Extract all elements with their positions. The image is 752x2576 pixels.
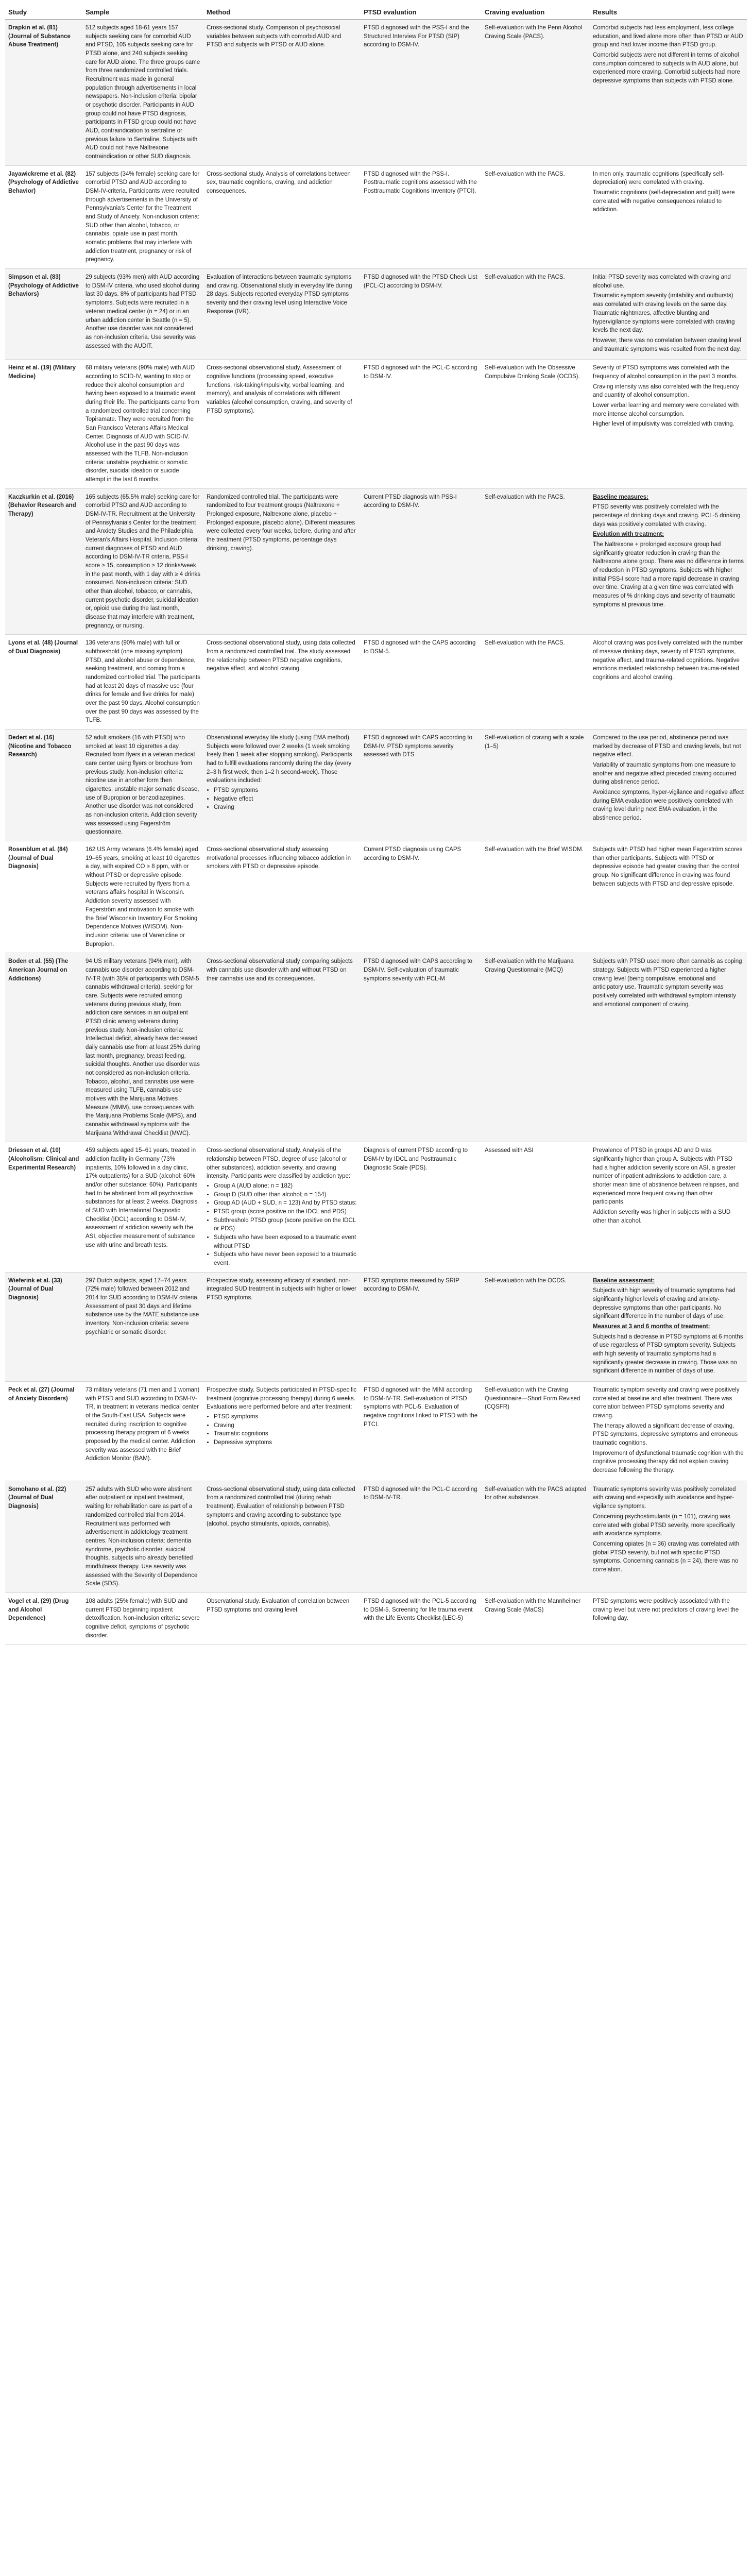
- method-cell: [203, 1142, 361, 1272]
- results-paragraph: Craving intensity was also correlated with the frequency and quantity of alcohol consumption.: [593, 383, 739, 399]
- results-paragraph: Traumatic symptom severity and craving were positively correlated at baseline and after treatment. There was correlation between PTSD symptoms severity and craving.: [593, 1387, 740, 1419]
- study-cell: Wieferink et al. (33) (Journal of Dual Diagnosis): [5, 1272, 82, 1381]
- results-cell: [590, 1272, 747, 1381]
- header-ptsd-evaluation: PTSD evaluation: [361, 5, 482, 20]
- results-cell: [590, 1481, 747, 1592]
- results-paragraph: Lower verbal learning and memory were correlated with more intense alcohol consumption.: [593, 402, 739, 417]
- results-cell: [590, 730, 747, 841]
- study-cell: Kaczkurkin et al. (2016) (Behavior Research and Therapy): [5, 488, 82, 635]
- results-paragraph: PTSD symptoms were positively associated with the craving level but were not predictors of craving level the following day.: [593, 1598, 739, 1622]
- results-cell: [590, 635, 747, 730]
- method-point: • Craving: [214, 803, 357, 812]
- method-point: • Craving: [214, 1421, 357, 1430]
- craving-evaluation-cell: Self-evaluation with the Craving Questionnaire—Short Form Revised (CQSFR): [482, 1382, 590, 1481]
- results-subheading: Evolution with treatment:: [593, 531, 664, 538]
- ptsd-evaluation-cell: Current PTSD diagnosis with PSS-I according to DSM-IV.: [361, 488, 482, 635]
- study-cell: Heinz et al. (19) (Military Medicine): [5, 360, 82, 488]
- table-row: [5, 841, 747, 953]
- results-paragraph: In men only, traumatic cognitions (specifically self-depreciation) were correlated with craving.: [593, 171, 724, 186]
- header-method: Method: [203, 5, 361, 20]
- study-cell: Jayawickreme et al. (82) (Psychology of Addictive Behavior): [5, 165, 82, 268]
- results-paragraph: Compared to the use period, abstinence period was marked by decrease of PTSD and craving levels, but not negative effect.: [593, 735, 741, 758]
- method-cell: [203, 1272, 361, 1381]
- sample-cell: 162 US Army veterans (6.4% female) aged 19–65 years, smoking at least 10 cigarettes a day, with expired CO ≥ 8 ppm, with or without PTSD or depressive episode. Subjects were recruited by flyers from a veterans affairs hospital in Wisconsin. Addiction severity assessed with Fagerström and motivation to smoke with the Brief Wisconsin Inventory For Smoking Dependence Motives (WISDM). Non-inclusion criteria: use of Varenicline or Bupropion.: [82, 841, 203, 953]
- sample-cell: 52 adult smokers (16 with PTSD) who smoked at least 10 cigarettes a day. Recruited from flyers in a veteran medical care center using flyers or brochure from previous study. Non-inclusion criteria: nicotine use in another form then cigarettes, unstable major somatic disease, use of Bupropion or benzodiazepines. Another use disorder was not considered as non-inclusion criteria. Addiction severity was assessed using Fagerström questionnaire.: [82, 730, 203, 841]
- header-row: [5, 5, 747, 20]
- ptsd-evaluation-cell: PTSD diagnosed with the MINI according to DSM-IV-TR. Self-evaluation of PTSD symptoms with PCL-5. Evaluation of negative cognitions linked to PTSD with the PTCI.: [361, 1382, 482, 1481]
- sample-cell: 459 subjects aged 15–61 years, treated in addiction facility in Germany (73% inpatients, 10% followed in a day clinic, 17% outpatients) for a SUD (alcohol: 60% and/or other substance: 60%). Participants had to be abstinent from all psychoactive substances for at least 2 weeks. Diagnosis of SUD with International Diagnostic Checklist (IDCL) according to DSM-IV, assessment of addiction severity with the ASI, objective measurement of substance use with urine and breath tests.: [82, 1142, 203, 1272]
- craving-evaluation-cell: Self-evaluation with the Brief WISDM.: [482, 841, 590, 953]
- craving-evaluation-cell: Self-evaluation with the PACS.: [482, 269, 590, 360]
- table-row: [5, 1481, 747, 1592]
- results-paragraph: Traumatic symptom severity (irritability and outbursts) was correlated with craving levels on the same day. Traumatic nightmares, affective blunting and hypervigilance symptoms were correlated with craving levels the next day.: [593, 293, 735, 334]
- method-text: Randomized controlled trial. The participants were randomized to four treatment groups (Naltrexone + Prolonged exposure, Naltrexone alone, placebo + Prolonged exposure, placebo alone). Different measures were collected every four weeks, before, during and after the treatment (PTSD symptoms, percentage days drinking, craving).: [207, 494, 356, 552]
- method-text: Prospective study. Subjects participated in PTSD-specific treatment (cognitive processing therapy) during 6 weeks. Evaluations were performed before and after treatment:: [207, 1387, 357, 1411]
- results-cell: [590, 841, 747, 953]
- study-cell: Boden et al. (55) (The American Journal on Addictions): [5, 953, 82, 1142]
- sample-cell: 29 subjects (93% men) with AUD according to DSM-IV criteria, who used alcohol during last 30 days. 8% of participants had PTSD symptoms. Subjects were recruited in a veteran medical center (n = 24) or in an urban addiction center in Seattle (n = 5). Another use disorder was not considered as non-inclusion criteria. Use severity was assessed with the AUDIT.: [82, 269, 203, 360]
- results-cell: [590, 488, 747, 635]
- study-cell: Dedert et al. (16) (Nicotine and Tobacco Research): [5, 730, 82, 841]
- results-cell: [590, 360, 747, 488]
- results-paragraph: Subjects with PTSD had higher mean Fagerström scores than other participants. Subjects with PTSD or depressive episode had greater craving than the control group. No significant difference in craving was found between subjects with PTSD and depressive episode.: [593, 846, 743, 887]
- header-craving-evaluation: Craving evaluation: [482, 5, 590, 20]
- method-point: • PTSD group (score positive on the IDCL and PDS): [214, 1208, 357, 1216]
- craving-evaluation-cell: Self-evaluation with the Obsessive Compulsive Drinking Scale (OCDS).: [482, 360, 590, 488]
- results-cell: [590, 165, 747, 268]
- table-row: [5, 1272, 747, 1381]
- table-row: [5, 20, 747, 166]
- sample-cell: 257 adults with SUD who were abstinent after outpatient or inpatient treatment, waiting for rehabilitation care as part of a randomized controlled trial from 2014. Recruitment was performed with advertisement in addictology treatment centres. Non-inclusion criteria: dementia syndrome, psychotic disorder, suicidal thoughts, subjects who already benefited mindfulness therapy. Use severity was assessed with the Severity of Dependence Scale (SDS).: [82, 1481, 203, 1592]
- table-row: [5, 953, 747, 1142]
- results-paragraph: Traumatic cognitions (self-depreciation and guilt) were correlated with negative consequences related to addiction.: [593, 190, 735, 213]
- sample-cell: 512 subjects aged 18-61 years 157 subjects seeking care for comorbid AUD and PTSD, 105 subjects seeking care for PTSD alone, and 240 subjects seeking care for AUD alone. The three groups came from three randomized controlled trials. Recruitment was made in general population through advertisements in local newspapers. Non-inclusion criteria: bipolar or psychotic disorder. Participants in AUD group could not have PTSD diagnosis, participants in PTSD group could not have AUD, contraindication to sertraline or previous failure to Sertraline. Subjects with AUD could not have Naltrexone contraindication or other SUD diagnosis.: [82, 20, 203, 166]
- results-paragraph: Improvement of dysfunctional traumatic cognition with the cognitive processing therapy did not explain craving decrease following the therapy.: [593, 1450, 744, 1474]
- results-cell: [590, 1382, 747, 1481]
- method-text: Evaluation of interactions between traumatic symptoms and craving. Observational study in everyday life during 28 days. Subjects reported everyday PTSD symptoms severity and their craving level using Interactive Voice Response (IVR).: [207, 274, 352, 315]
- method-cell: [203, 953, 361, 1142]
- sample-cell: 165 subjects (65.5% male) seeking care for comorbid PTSD and AUD according to DSM-IV-TR. Recruitment at the University of Pennsylvania's Center for the treatment and Anxiety Studies and the Philadelphia Veteran's Affairs Hospital. Inclusion criteria: current diagnoses of PTSD and AUD according to DSM-IV-TR criteria, PSS-I score ≥ 15, consumption ≥ 12 drinks/week in the past month, with 1 day with ≥ 4 drinks consumed. Non-inclusion criteria: SUD other than alcohol, tobacco, or cannabis, current psychotic disorder, suicidal ideation or, opioid use during the last month, disease that may interfere with treatment, pregnancy, or nursing.: [82, 488, 203, 635]
- method-cell: [203, 635, 361, 730]
- method-points-list: [207, 786, 357, 812]
- method-cell: [203, 841, 361, 953]
- craving-evaluation-cell: Self-evaluation with the Marijuana Craving Questionnaire (MCQ): [482, 953, 590, 1142]
- header-study: Study: [5, 5, 82, 20]
- table-row: [5, 635, 747, 730]
- results-paragraph: Traumatic symptoms severity was positively correlated with craving and especially with avoidance and hyper-vigilance symptoms.: [593, 1486, 736, 1510]
- ptsd-evaluation-cell: PTSD diagnosed with CAPS according to DSM-IV. Self-evaluation of traumatic symptoms severity with PCL-M: [361, 953, 482, 1142]
- table-row: [5, 1592, 747, 1644]
- table-row: [5, 269, 747, 360]
- sample-cell: 73 military veterans (71 men and 1 woman) with PTSD and SUD according to DSM-IV-TR, in treatment in veterans medical center of the South-East USA. Subjects were recruited during inscription to cognitive processing therapy program of 6 weeks proposed by the medical center. Addiction severity was assessed with the Brief Addiction Monitor (BAM).: [82, 1382, 203, 1481]
- results-paragraph: Alcohol craving was positively correlated with the number of massive drinking days, severity of PTSD symptoms, negative affect, and trauma-related cognitions. Negative emotions mediated relationship between trauma-related cognitions and alcohol craving.: [593, 640, 743, 681]
- results-paragraph: Subjects with PTSD used more often cannabis as coping strategy. Subjects with PTSD experienced a higher craving level (being compulsive, emotional and anticipatory use. Traumatic symptom severity was positively correlated with withdrawal symptom intensity and emotional component of craving.: [593, 958, 742, 1008]
- study-cell: Peck et al. (27) (Journal of Anxiety Disorders): [5, 1382, 82, 1481]
- results-paragraph: The therapy allowed a significant decrease of craving, PTSD symptoms, depressive symptoms and erroneous traumatic cognitions.: [593, 1422, 738, 1447]
- ptsd-evaluation-cell: PTSD diagnosed with CAPS according to DSM-IV. PTSD symptoms severity assessed with DTS: [361, 730, 482, 841]
- method-point: • Negative effect: [214, 795, 357, 804]
- method-point: • Group A (AUD alone; n = 182): [214, 1182, 357, 1191]
- study-cell: Driessen et al. (10) (Alcoholism: Clinical and Experimental Research): [5, 1142, 82, 1272]
- method-cell: [203, 1481, 361, 1592]
- results-paragraph: Comorbid subjects had less employment, less college education, and lived alone more often than PTSD or AUD group and had lower income than PTSD group.: [593, 25, 743, 48]
- sample-cell: 108 adults (25% female) with SUD and current PTSD beginning inpatient detoxification. Non-inclusion criteria: severe cognitive deficit, symptoms of psychotic disorder.: [82, 1592, 203, 1644]
- method-point: • Subjects who have been exposed to a traumatic event without PTSD: [214, 1233, 357, 1250]
- method-point: • Traumatic cognitions: [214, 1430, 357, 1438]
- craving-evaluation-cell: Self-evaluation with the Penn Alcohol Craving Scale (PACS).: [482, 20, 590, 166]
- results-paragraph: PTSD severity was positively correlated with the percentage of drinking days and craving. PCL-5 drinking days was positively correlated with craving.: [593, 504, 741, 528]
- ptsd-evaluation-cell: PTSD symptoms measured by SRIP according to DSM-IV.: [361, 1272, 482, 1381]
- table-row: [5, 360, 747, 488]
- table-header: [5, 5, 747, 20]
- method-text: Cross-sectional observational study, using data collected from a randomized controlled trial. The study assessed the relationship between PTSD negative cognitions, negative affect, and alcohol craving.: [207, 640, 355, 672]
- studies-table: [5, 5, 747, 1645]
- results-paragraph: Subjects with high severity of traumatic symptoms had significantly higher levels of craving and anxiety-depressive symptoms than other participants. No significant difference in the number of days of use.: [593, 1287, 736, 1320]
- method-point: • PTSD symptoms: [214, 786, 357, 795]
- results-paragraph: Comorbid subjects were not different in terms of alcohol consumption compared to subjects with AUD alone, but experienced more craving. Comorbid subjects had more depressive symptoms than subjects with PTSD alone.: [593, 52, 740, 84]
- method-text: Cross-sectional study. Comparison of psychosocial variables between subjects with comorbid AUD and PTSD and subjects with PTSD or AUD alone.: [207, 25, 341, 48]
- sample-cell: 136 veterans (90% male) with full or subthreshold (one missing symptom) PTSD, and alcohol abuse or dependence, seeking treatment, and coming from a randomized controlled trial. The participants had at least 20 days of massive use (four drinks for female and five drinks for male) over the past 90 days. Alcohol consumption over the past 90 days was assessed by the TLFB.: [82, 635, 203, 730]
- method-point: • Subthreshold PTSD group (score positive on the IDCL or PDS): [214, 1216, 357, 1233]
- results-paragraph: Subjects had a decrease in PTSD symptoms at 6 months of use regardless of PTSD symptom severity. Subjects with high severity of traumatic symptoms had a significantly greater decrease in craving. Those was no significant difference in number of days of use.: [593, 1333, 743, 1375]
- results-cell: [590, 1592, 747, 1644]
- method-cell: [203, 360, 361, 488]
- study-cell: Rosenblum et al. (84) (Journal of Dual Diagnosis): [5, 841, 82, 953]
- method-cell: [203, 20, 361, 166]
- table-body: [5, 20, 747, 1645]
- craving-evaluation-cell: Self-evaluation of craving with a scale (1–5): [482, 730, 590, 841]
- method-point: • Depressive symptoms: [214, 1438, 357, 1447]
- header-sample: Sample: [82, 5, 203, 20]
- method-cell: [203, 269, 361, 360]
- craving-evaluation-cell: Self-evaluation with the PACS.: [482, 635, 590, 730]
- header-results: Results: [590, 5, 747, 20]
- results-subheading: Baseline assessment:: [593, 1277, 655, 1284]
- results-paragraph: Severity of PTSD symptoms was correlated with the frequency of alcohol consumption in the past 3 months.: [593, 365, 738, 380]
- results-paragraph: The Naltrexone + prolonged exposure group had significantly greater reduction in craving than the Naltrexone alone group. There was no difference in terms of reduction in PTSD symptoms. Subjects with higher initial PSS-I score had a more rapid decrease in craving over time. Craving at a given time was correlated with measures of % drinking days and severity of traumatic symptoms at previous time.: [593, 541, 744, 608]
- method-cell: [203, 730, 361, 841]
- results-paragraph: Variability of traumatic symptoms from one measure to another and negative affect preceded craving occurred during abstinence period.: [593, 762, 737, 786]
- method-points-list: [207, 1182, 357, 1268]
- ptsd-evaluation-cell: PTSD diagnosed with the PCL-C according to DSM-IV-TR.: [361, 1481, 482, 1592]
- study-cell: Lyons et al. (48) (Journal of Dual Diagnosis): [5, 635, 82, 730]
- ptsd-evaluation-cell: PTSD diagnosed with the PSS-I. Posttraumatic cognitions assessed with the Posttraumatic Cognitions Inventory (PTCI).: [361, 165, 482, 268]
- method-point: • Group D (SUD other than alcohol; n = 154): [214, 1191, 357, 1199]
- results-cell: [590, 953, 747, 1142]
- results-paragraph: Prevalence of PTSD in groups AD and D was significantly higher than group A. Subjects with PTSD had a higher addiction severity score on ASI, a greater number of inpatient admissions to addiction care, a shorter mean time of abstinence between relapses, and experienced more frequent craving than other participants.: [593, 1147, 739, 1206]
- ptsd-evaluation-cell: PTSD diagnosed with the PTSD Check List (PCL-C) according to DSM-IV.: [361, 269, 482, 360]
- method-cell: [203, 1592, 361, 1644]
- results-subheading: Measures at 3 and 6 months of treatment:: [593, 1324, 710, 1330]
- method-cell: [203, 165, 361, 268]
- results-paragraph: Concerning opiates (n = 36) craving was correlated with global PTSD severity, but not with specific PTSD symptoms. Concerning cannabis (n = 24), there was no correlation.: [593, 1540, 740, 1573]
- ptsd-evaluation-cell: PTSD diagnosed with the PSS-I and the Structured Interview For PTSD (SIP) according to DSM-IV.: [361, 20, 482, 166]
- results-cell: [590, 20, 747, 166]
- craving-evaluation-cell: Self-evaluation with the PACS adapted for other substances.: [482, 1481, 590, 1592]
- method-cell: [203, 488, 361, 635]
- craving-evaluation-cell: Self-evaluation with the OCDS.: [482, 1272, 590, 1381]
- results-paragraph: Addiction severity was higher in subjects with a SUD other than alcohol.: [593, 1209, 731, 1224]
- method-text: Observational everyday life study (using EMA method). Subjects were followed over 2 weeks (1 week smoking freely then 1 week after stopping smoking). Participants had to fulfill evaluations randomly during the day (every 2–3 h first week, then 1–2 h second-week). Those evaluations included:: [207, 735, 352, 784]
- ptsd-evaluation-cell: PTSD diagnosed with the PCL-5 according to DSM-5. Screening for life trauma event with the Life Events Checklist (LEC-5): [361, 1592, 482, 1644]
- craving-evaluation-cell: Assessed with ASI: [482, 1142, 590, 1272]
- table-row: [5, 730, 747, 841]
- sample-cell: 297 Dutch subjects, aged 17–74 years (72% male) followed between 2012 and 2014 for SUD according to DSM-IV criteria. Assessment of past 30 days and lifetime substance use by the MATE substance use inventory. Non-inclusion criteria: severe psychiatric or somatic disorder.: [82, 1272, 203, 1381]
- study-cell: Vogel et al. (29) (Drug and Alcohol Dependence): [5, 1592, 82, 1644]
- sample-cell: 157 subjects (34% female) seeking care for comorbid PTSD and AUD according to DSM-IV-criteria. Participants were recruited through advertisements in the University of Pennsylvania's Center for the Treatment and Study of Anxiety. Non-inclusion criteria: SUD other than alcohol, tobacco, or cannabis, opiate use in past month, somatic problems that may interfere with addiction treatment, pregnancy or risk of pregnancy.: [82, 165, 203, 268]
- method-text: Cross-sectional study. Analysis of correlations between sex, traumatic cognitions, craving, and addiction consequences.: [207, 171, 351, 195]
- craving-evaluation-cell: Self-evaluation with the PACS.: [482, 488, 590, 635]
- method-point: • Group AD (AUD + SUD, n = 123) And by PTSD status:: [214, 1199, 357, 1208]
- table-row: [5, 1142, 747, 1272]
- craving-evaluation-cell: Self-evaluation with the Mannheimer Craving Scale (MaCS): [482, 1592, 590, 1644]
- results-paragraph: Avoidance symptoms, hyper-vigilance and negative affect during EMA evaluation were positively correlated with craving level during next EMA evaluation, in the abstinence period.: [593, 789, 744, 822]
- method-text: Cross-sectional observational study, using data collected from a randomized controlled trial (during rehab treatment). Evaluation of relationship between PTSD symptoms and craving according to substance type (alcohol, psycho stimulants, opioids, cannabis).: [207, 1486, 355, 1527]
- method-points-list: [207, 1413, 357, 1447]
- sample-cell: 68 military veterans (90% male) with AUD according to SCID-IV, wanting to stop or reduce their alcohol consumption and having been exposed to a traumatic event during their life. The participants came from a randomized controlled trial concerning Topiramate. They were recruited from the San Francisco Veterans Affairs Medical Center. Diagnosis of AUD with SCID-IV. Alcohol use in the past 90 days was assessed with the TLFB. Non-inclusion criteria: unstable psychiatric or somatic disorder, suicidal ideation or suicide attempt in the last 6 months.: [82, 360, 203, 488]
- method-text: Cross-sectional observational study assessing motivational processes influencing tobacco addiction in smokers with PTSD or depressive episode.: [207, 846, 351, 870]
- results-cell: [590, 269, 747, 360]
- method-text: Cross-sectional observational study comparing subjects with cannabis use disorder with and without PTSD on their cannabis use and its consequences.: [207, 958, 353, 982]
- results-paragraph: Concerning psychostimulants (n = 101), craving was correlated with global PTSD severity, more specifically with avoidance symptoms.: [593, 1513, 735, 1537]
- method-text: Prospective study, assessing efficacy of standard, non-integrated SUD treatment in subjects with higher or lower PTSD symptoms.: [207, 1277, 356, 1301]
- results-subheading: Baseline measures:: [593, 494, 649, 500]
- craving-evaluation-cell: Self-evaluation with the PACS.: [482, 165, 590, 268]
- method-point: • PTSD symptoms: [214, 1413, 357, 1421]
- results-cell: [590, 1142, 747, 1272]
- study-cell: Drapkin et al. (81) (Journal of Substance Abuse Treatment): [5, 20, 82, 166]
- sample-cell: 94 US military veterans (94% men), with cannabis use disorder according to DSM-IV-TR (with 35% of participants with DSM-5 cannabis withdrawal criteria), seeking for care. Subjects were recruited among veterans during previous study, from addiction care services in an outpatient PTSD clinic among veterans during previous study. Non-inclusion criteria: Intellectual deficit, already have decreased daily cannabis use from at least 25% during last month, pregnancy, breast feeding, suicidal thoughts. Another use disorder was not considered as non-inclusion criteria. Tobacco, alcohol, and cannabis use were measured using TLFB, cannabis use motives with the Marijuana Motives Measure (MMM), use consequences with the Marijuana Problems Scale (MPS), and cannabis withdrawal symptoms with the Marijuana Withdrawal Checklist (MWC).: [82, 953, 203, 1142]
- ptsd-evaluation-cell: PTSD diagnosed with the PCL-C according to DSM-IV.: [361, 360, 482, 488]
- study-cell: Simpson et al. (83) (Psychology of Addictive Behaviors): [5, 269, 82, 360]
- table-row: [5, 488, 747, 635]
- method-text: Observational study. Evaluation of correlation between PTSD symptoms and craving level.: [207, 1598, 350, 1613]
- study-cell: Somohano et al. (22) (Journal of Dual Diagnosis): [5, 1481, 82, 1592]
- method-text: Cross-sectional observational study. Analysis of the relationship between PTSD, degree of use (alcohol or other substances), addiction severity, and craving intensity. Participants were classified by addiction type:: [207, 1147, 351, 1180]
- table-row: [5, 1382, 747, 1481]
- results-paragraph: Higher level of impulsivity was correlated with craving.: [593, 421, 734, 428]
- ptsd-evaluation-cell: Diagnosis of current PTSD according to DSM-IV by IDCL and Posttraumatic Diagnostic Scale (PDS).: [361, 1142, 482, 1272]
- method-cell: [203, 1382, 361, 1481]
- ptsd-evaluation-cell: PTSD diagnosed with the CAPS according to DSM-5.: [361, 635, 482, 730]
- method-text: Cross-sectional observational study. Assessment of cognitive functions (processing speed, executive functions, risk-taking/impulsivity, verbal learning, and memory), and analysis of correlations with different variables (alcohol consumption, craving, and severity of PTSD symptoms).: [207, 365, 352, 414]
- ptsd-evaluation-cell: Current PTSD diagnosis using CAPS according to DSM-IV.: [361, 841, 482, 953]
- table-row: [5, 165, 747, 268]
- results-paragraph: Initial PTSD severity was correlated with craving and alcohol use.: [593, 274, 731, 289]
- results-paragraph: However, there was no correlation between craving level and traumatic symptoms was resulted from the next day.: [593, 337, 741, 352]
- method-point: • Subjects who have never been exposed to a traumatic event.: [214, 1250, 357, 1267]
